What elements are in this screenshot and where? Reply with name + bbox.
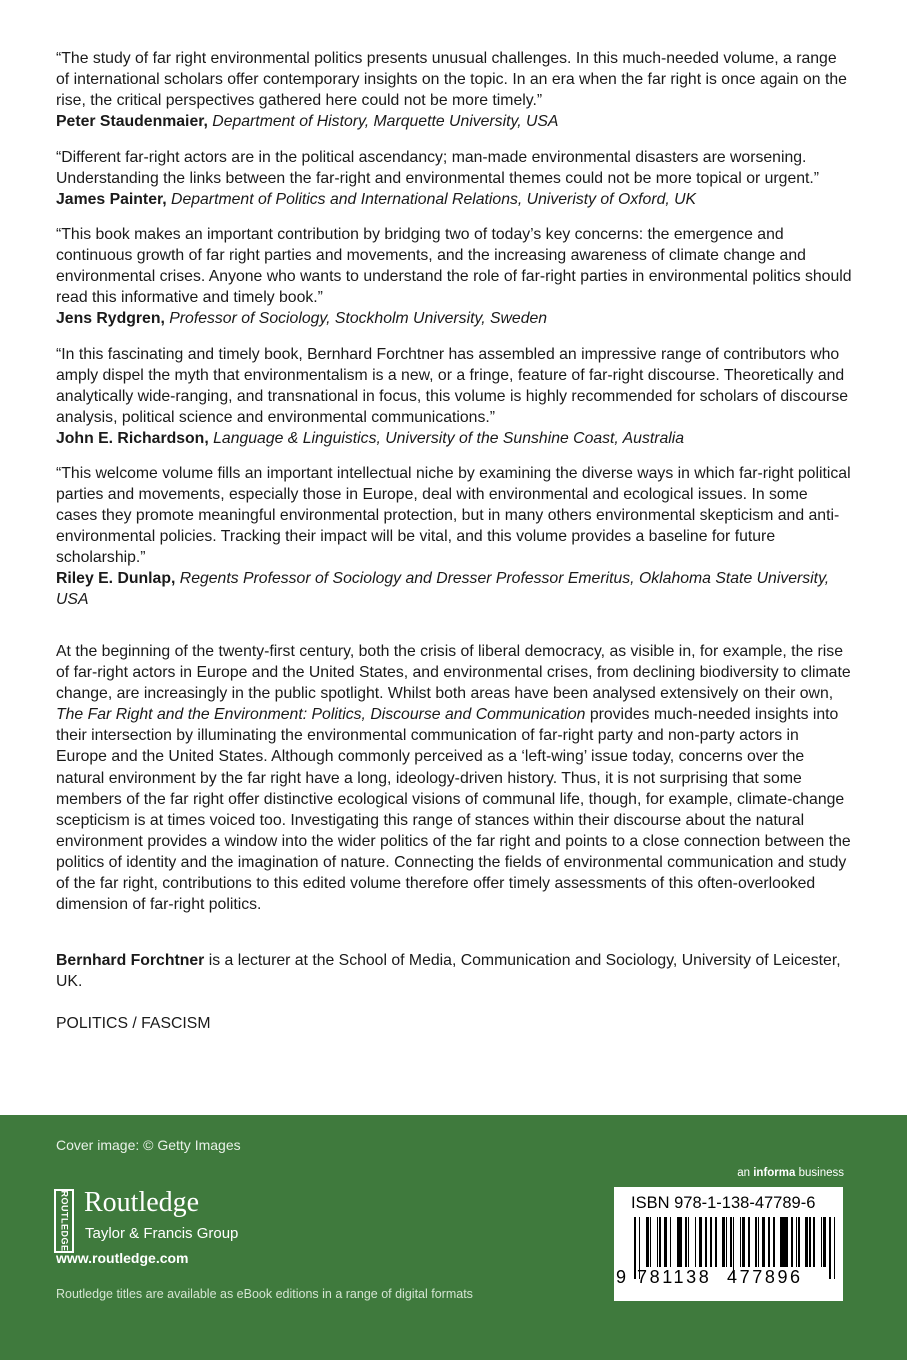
- barcode-bar: [762, 1217, 765, 1267]
- barcode-bar: [646, 1217, 649, 1267]
- barcode-bar: [782, 1217, 785, 1267]
- endorsement-quote: “This book makes an important contribution by bridging two of today’s key concerns: the emergence and continuous growth of far right parties and movements, and the increasing awareness of climate change and environmental crises. Anyone who wants to understand the role of far-right parties in environmental politics should read this informative and timely book.”: [56, 226, 852, 306]
- barcode-bar: [809, 1217, 811, 1267]
- endorsement-quote: “Different far-right actors are in the political ascendancy; man-made environmental disasters are worsening. Understanding the links between the far-right and environmental themes could not be more topical or urgent.”: [56, 148, 820, 187]
- informa-tagline: [737, 1167, 844, 1179]
- endorsement: [56, 344, 852, 449]
- barcode-bar: [748, 1217, 750, 1267]
- barcode-bar: [659, 1217, 661, 1267]
- barcode-bar: [664, 1217, 667, 1267]
- author-bio: [56, 950, 852, 992]
- publisher-footer: [0, 1115, 907, 1360]
- barcode-bar: [650, 1217, 652, 1267]
- book-description: [56, 641, 852, 915]
- endorser-affiliation: Language & Linguistics, University of the Sunshine Coast, Australia: [213, 429, 685, 447]
- subject-category: POLITICS / FASCISM: [56, 1015, 211, 1033]
- endorsement: [56, 147, 852, 210]
- endorser-name: Riley E. Dunlap,: [56, 570, 176, 587]
- endorser-affiliation: Department of Politics and International Relations, Univeristy of Oxford, UK: [171, 190, 697, 208]
- endorsement-quote: “The study of far right environmental politics presents unusual challenges. In this much-needed volume, a range of international scholars offer contemporary insights on the topic. In an era when the far right is once again on the rise, the critical perspectives gathered here could not be more timely.”: [56, 50, 847, 109]
- barcode-digit-group: 9: [616, 1267, 629, 1287]
- back-cover-text: [56, 48, 852, 1034]
- barcode-bar: [805, 1217, 808, 1267]
- barcode-bar: [791, 1217, 793, 1267]
- endorser-name: Jens Rydgren,: [56, 310, 165, 327]
- barcode-bar: [758, 1217, 760, 1267]
- barcode-bar: [742, 1217, 745, 1267]
- endorsement-quote: “This welcome volume fills an important intellectual niche by examining the diverse ways in which far-right political parties and movements, especially those in Europe, deal with environmental and ecological issues. In some cases they promote meaningful environmental protection, but in many others environmental skepticism and anti-environmental policies. Tracking their impact will be vital, and this volume provides a baseline for future scholarship.”: [56, 465, 851, 566]
- barcode-bar: [695, 1217, 697, 1267]
- endorser-affiliation: Professor of Sociology, Stockholm University, Sweden: [169, 310, 548, 327]
- barcode-bar: [715, 1217, 717, 1267]
- barcode-bar: [679, 1217, 682, 1267]
- endorser-name: John E. Richardson,: [56, 429, 209, 447]
- ebook-note: Routledge titles are available as eBook editions in a range of digital formats: [56, 1287, 473, 1301]
- informa-prefix: an: [737, 1167, 754, 1179]
- author-bio-text: is a lecturer at the School of Media, Communication and Sociology, University of Leicester, UK.: [56, 952, 841, 991]
- endorsement: [56, 48, 852, 132]
- barcode-bar: [688, 1217, 690, 1267]
- endorsement: [56, 463, 852, 610]
- barcode-bar: [722, 1217, 725, 1267]
- barcode-bar: [705, 1217, 707, 1267]
- author-name: Bernhard Forchtner: [56, 952, 205, 970]
- endorsement-attribution: [56, 308, 852, 329]
- informa-suffix: business: [795, 1167, 844, 1179]
- barcode-bar: [798, 1217, 800, 1267]
- publisher-group: Taylor & Francis Group: [85, 1225, 239, 1242]
- endorsement-attribution: [56, 111, 852, 132]
- barcode-bar: [670, 1217, 672, 1267]
- routledge-logo-icon: [54, 1189, 74, 1253]
- barcode-bar: [726, 1217, 728, 1267]
- barcode-bar: [710, 1217, 712, 1267]
- barcode-bar: [768, 1217, 770, 1267]
- routledge-logo: [54, 1189, 294, 1269]
- cover-credit: Cover image: © Getty Images: [56, 1137, 241, 1153]
- barcode-digit-group: 477896: [727, 1267, 803, 1287]
- description-text-start: At the beginning of the twenty-first century, both the crisis of liberal democracy, as visible in, for example, the rise of far-right actors in Europe and the United States, and environmental crises, from declining biodiversity to climate change, are increasingly in the public spotlight. Whilst both areas have been analysed extensively on their own,: [56, 643, 851, 703]
- endorser-affiliation: Regents Professor of Sociology and Dresser Professor Emeritus, Oklahoma State University, USA: [56, 570, 830, 608]
- publisher-url: www.routledge.com: [56, 1250, 189, 1266]
- barcode-bar: [773, 1217, 775, 1267]
- barcode-bar: [699, 1217, 702, 1267]
- endorsements: [56, 48, 852, 610]
- barcode-digit-group: 781138: [637, 1267, 712, 1287]
- endorsement: [56, 224, 852, 329]
- endorsement-attribution: [56, 428, 852, 449]
- endorsement-quote: “In this fascinating and timely book, Bernhard Forchtner has assembled an impressive range of contributors who amply dispel the myth that environmentalism is a new, or a fringe, feature of far-right discourse. Theoretically and analytically wide-ranging, and transnational in focus, this volume is highly recommended for scholars of discourse analysis, political science and environmental communications.”: [56, 345, 848, 426]
- endorsement-attribution: [56, 189, 852, 210]
- barcode-digits: [614, 1267, 843, 1289]
- barcode-bar: [786, 1217, 788, 1267]
- endorser-name: Peter Staudenmaier,: [56, 113, 208, 130]
- book-title: The Far Right and the Environment: Politics, Discourse and Communication: [56, 706, 586, 724]
- barcode-bar: [813, 1217, 815, 1267]
- logo-mark-text: ROUTLEDGE: [59, 1190, 70, 1252]
- isbn-label: ISBN 978-1-138-47789-6: [631, 1194, 816, 1212]
- description-text-end: provides much-needed insights into their intersection by illuminating the environmental communication of far-right party and non-party actors in Europe and the United States. Although commonly perceived as a ‘left-wing’ issue today, concerns over the natural environment by the far right have a long, ideology-driven history. Thus, it is not surprising that some members of the far right offer distinctive ecological visions of communal life, though, for example, climate-change scepticism is at times voiced too. Investigating this range of stances within their discourse about the natural environment provides a window into the wider politics of the far right and points to a close connection between the politics of identity and the imagination of nature. Connecting the fields of environmental communication and study of the far right, contributions to this edited volume therefore offer timely assessments of this often-overlooked dimension of far-right politics.: [56, 706, 851, 914]
- endorser-name: James Painter,: [56, 190, 167, 208]
- publisher-brand: Routledge: [84, 1187, 200, 1218]
- informa-brand: informa: [753, 1167, 796, 1179]
- isbn-barcode-box: [614, 1187, 843, 1301]
- endorsement-attribution: [56, 568, 852, 610]
- endorser-affiliation: Department of History, Marquette University, USA: [212, 113, 559, 130]
- barcode-bar: [823, 1217, 826, 1267]
